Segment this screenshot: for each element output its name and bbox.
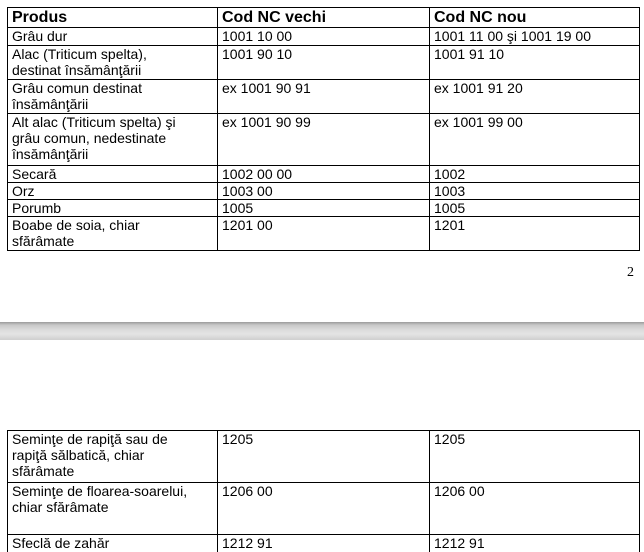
cell-produs: Seminţe de floarea-soarelui, chiar sfărâmate — [8, 483, 218, 535]
cell-produs: Boabe de soia, chiar sfărâmate — [8, 217, 218, 251]
table-header-row — [8, 8, 640, 28]
page-separator — [0, 322, 644, 340]
cell-cod-nou: 1205 — [430, 431, 640, 483]
cell-produs: Orz — [8, 183, 218, 200]
cell-cod-nou: 1005 — [430, 200, 640, 217]
cell-produs: Sfeclă de zahăr — [8, 535, 218, 552]
nc-code-table-top — [7, 7, 640, 251]
table-row — [8, 483, 640, 535]
table-row — [8, 28, 640, 46]
cell-cod-vechi: 1001 10 00 — [218, 28, 430, 46]
cell-cod-vechi: 1205 — [218, 431, 430, 483]
table-row — [8, 114, 640, 166]
cell-cod-nou: ex 1001 99 00 — [430, 114, 640, 166]
cell-cod-vechi: 1001 90 10 — [218, 46, 430, 80]
cell-cod-vechi: 1206 00 — [218, 483, 430, 535]
table-row — [8, 431, 640, 483]
cell-cod-vechi: 1005 — [218, 200, 430, 217]
cell-produs: Secară — [8, 166, 218, 183]
page-number: 2 — [627, 265, 634, 280]
table-row — [8, 166, 640, 183]
cell-cod-nou: ex 1001 91 20 — [430, 80, 640, 114]
cell-cod-nou: 1212 91 — [430, 535, 640, 552]
cell-cod-nou: 1201 — [430, 217, 640, 251]
header-produs: Produs — [8, 8, 218, 28]
cell-cod-vechi: 1003 00 — [218, 183, 430, 200]
table-row — [8, 217, 640, 251]
cell-cod-nou: 1001 91 10 — [430, 46, 640, 80]
cell-produs: Grâu comun destinat însămânţării — [8, 80, 218, 114]
cell-produs: Porumb — [8, 200, 218, 217]
table-row — [8, 183, 640, 200]
table-row — [8, 200, 640, 217]
cell-cod-vechi: ex 1001 90 99 — [218, 114, 430, 166]
cell-produs: Alac (Triticum spelta), destinat însămânţării — [8, 46, 218, 80]
table-row — [8, 80, 640, 114]
cell-produs: Alt alac (Triticum spelta) şi grâu comun, nedestinate însămânţării — [8, 114, 218, 166]
cell-cod-nou: 1001 11 00 şi 1001 19 00 — [430, 28, 640, 46]
table-row — [8, 46, 640, 80]
cell-produs: Grâu dur — [8, 28, 218, 46]
cell-cod-vechi: 1201 00 — [218, 217, 430, 251]
cell-cod-vechi: ex 1001 90 91 — [218, 80, 430, 114]
table-row — [8, 535, 640, 552]
cell-cod-nou: 1003 — [430, 183, 640, 200]
cell-cod-vechi: 1002 00 00 — [218, 166, 430, 183]
cell-cod-nou: 1206 00 — [430, 483, 640, 535]
header-cod-nc-vechi: Cod NC vechi — [218, 8, 430, 28]
cell-cod-vechi: 1212 91 — [218, 535, 430, 552]
header-cod-nc-nou: Cod NC nou — [430, 8, 640, 28]
nc-code-table-bottom — [7, 430, 640, 552]
cell-produs: Seminţe de rapiţă sau de rapiţă sălbatică, chiar sfărâmate — [8, 431, 218, 483]
cell-cod-nou: 1002 — [430, 166, 640, 183]
